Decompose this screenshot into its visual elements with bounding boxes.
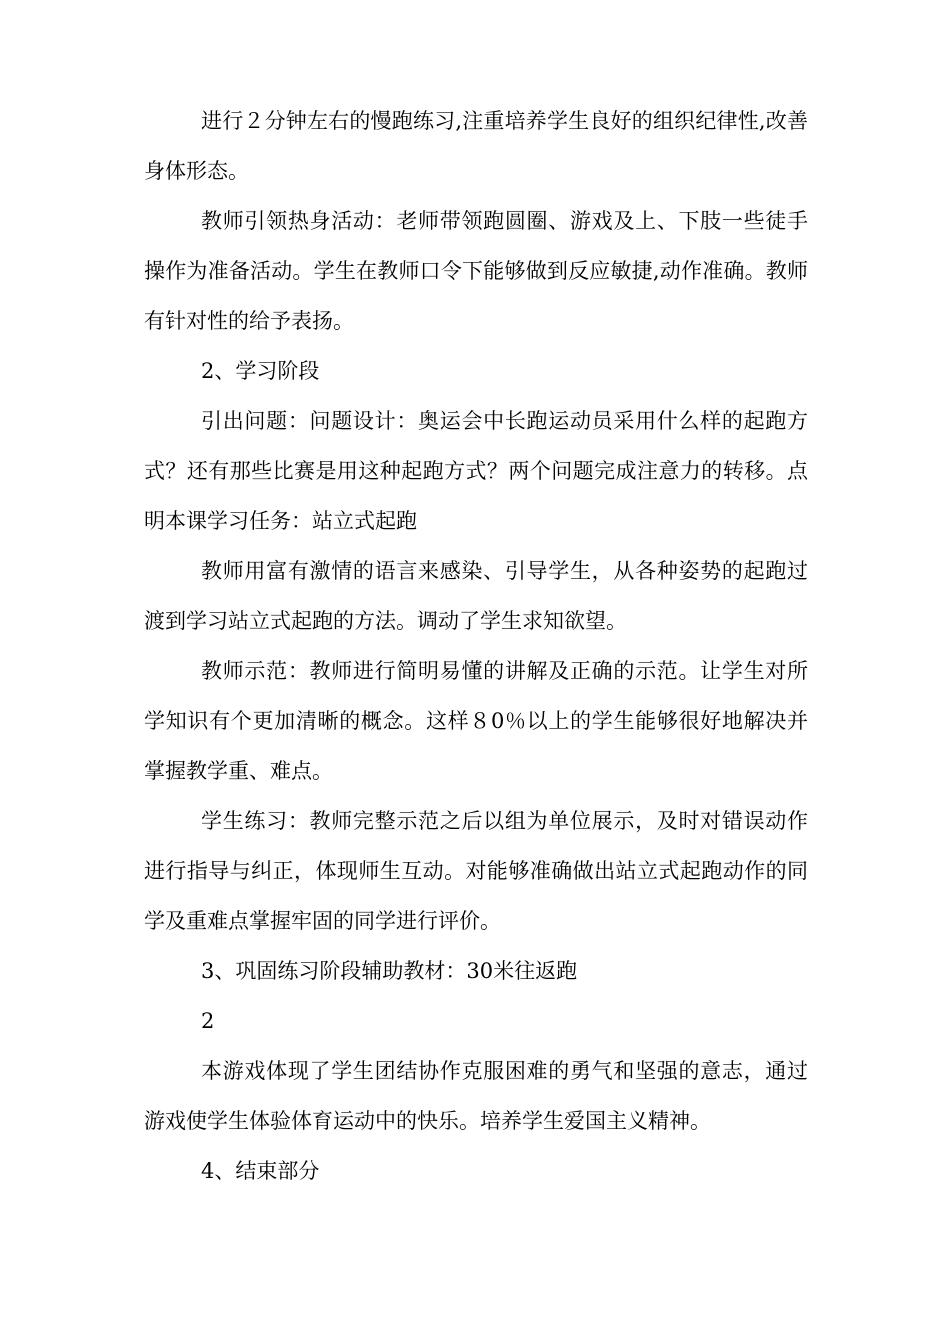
section-heading-learning-stage: 2、学习阶段 <box>201 359 320 383</box>
paragraph-warmup-jog: 进行２分钟左右的慢跑练习,注重培养学生良好的组织纪律性,改善身体形态。 <box>144 109 808 183</box>
paragraph-teacher-demo: 教师示范：教师进行简明易懂的讲解及正确的示范。让学生对所学知识有个更加清晰的概念。这样８0％以上的学生能够很好地解决并掌握教学重、难点。 <box>144 659 808 783</box>
section-heading-ending: 4、结束部分 <box>201 1159 320 1183</box>
document-body <box>144 96 808 1196</box>
paragraph-teacher-inspire: 教师用富有激情的语言来感染、引导学生，从各种姿势的起跑过渡到学习站立式起跑的方法。调动了学生求知欲望。 <box>144 559 808 633</box>
paragraph-teacher-warmup: 教师引领热身活动：老师带领跑圆圈、游戏及上、下肢一些徒手操作为准备活动。学生在教师口令下能够做到反应敏捷,动作准确。教师有针对性的给予表扬。 <box>144 209 808 333</box>
paragraph-introduce-question: 引出问题：问题设计：奥运会中长跑运动员采用什么样的起跑方式？还有那些比赛是用这种起跑方式？两个问题完成注意力的转移。点明本课学习任务：站立式起跑 <box>144 409 808 533</box>
page-number: 2 <box>201 1009 215 1033</box>
section-heading-consolidation: 3、巩固练习阶段辅助教材：30米往返跑 <box>201 959 578 983</box>
paragraph-student-practice: 学生练习：教师完整示范之后以组为单位展示，及时对错误动作进行指导与纠正，体现师生互动。对能够准确做出站立式起跑动作的同学及重难点掌握牢固的同学进行评价。 <box>144 809 808 933</box>
paragraph-game-purpose: 本游戏体现了学生团结协作克服困难的勇气和坚强的意志，通过游戏使学生体验体育运动中的快乐。培养学生爱国主义精神。 <box>144 1059 808 1133</box>
